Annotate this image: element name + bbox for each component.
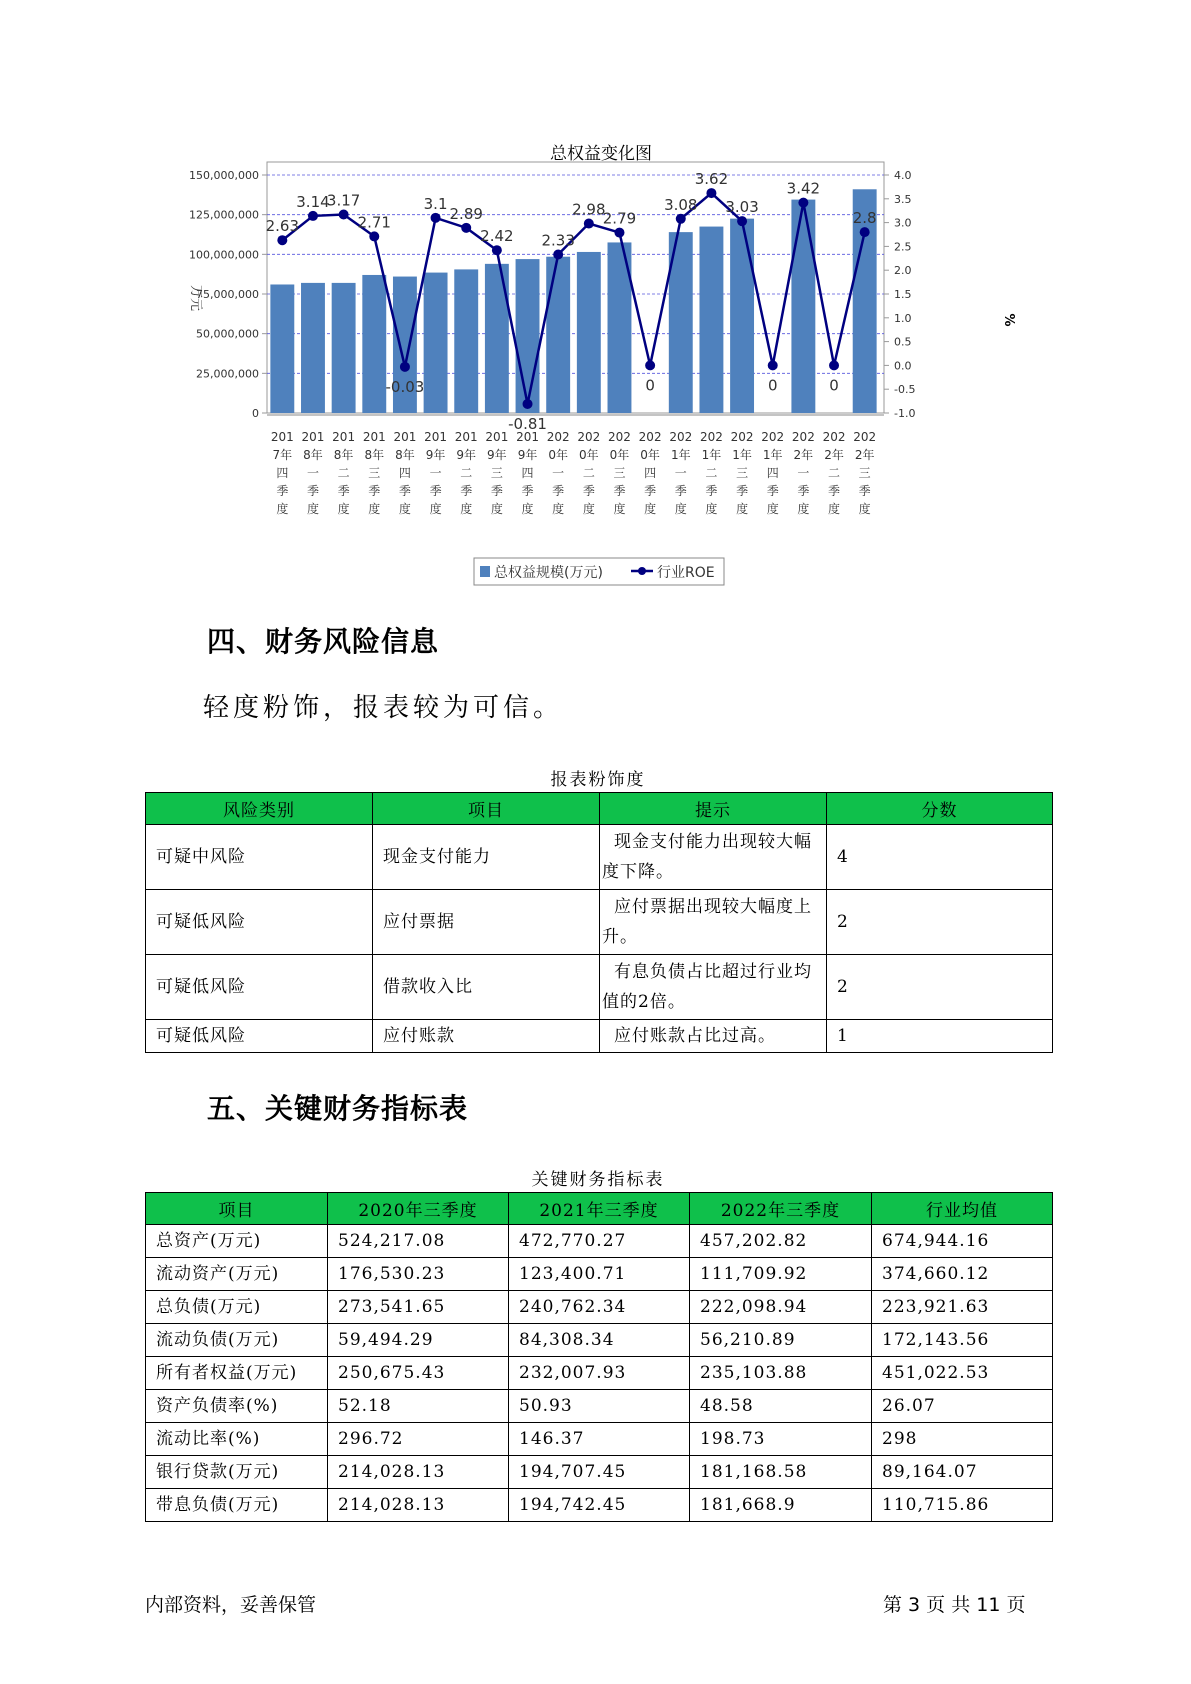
kpi-2022q3: 457,202.82 [690, 1225, 872, 1258]
chart-roe-data-label: 3.14 [296, 192, 330, 211]
kpi-2020q3: 250,675.43 [328, 1357, 509, 1390]
svg-text:2年: 2年 [854, 448, 875, 462]
risk-item: 现金支付能力 [373, 825, 600, 890]
svg-text:季: 季 [582, 484, 595, 498]
chart-x-ticks [271, 430, 876, 516]
legend-bar-label: 总权益规模(万元) [494, 565, 603, 581]
table-row [146, 1258, 1053, 1291]
table-row [146, 825, 1053, 890]
chart-bar [577, 252, 601, 413]
risk-item: 应付票据 [373, 890, 600, 955]
chart-x-tick-label [792, 430, 815, 516]
kpi-2020q3: 296.72 [328, 1423, 509, 1456]
chart-roe-point [553, 249, 563, 259]
table-header-cell: 风险类别 [146, 793, 373, 825]
kpi-2021q3: 194,707.45 [509, 1456, 690, 1489]
kpi-2020q3: 176,530.23 [328, 1258, 509, 1291]
svg-text:1年: 1年 [670, 448, 691, 462]
chart-roe-data-label: 0 [767, 376, 778, 395]
svg-text:度: 度 [705, 502, 718, 516]
chart-x-tick-label [823, 430, 846, 516]
chart-roe-data-label: 2.89 [449, 204, 483, 223]
svg-text:9年: 9年 [456, 448, 477, 462]
svg-text:度: 度 [736, 502, 749, 516]
svg-text:201: 201 [393, 430, 417, 444]
chart-roe-data-label: 3.03 [725, 198, 759, 217]
chart-x-tick-label [424, 430, 447, 516]
svg-text:0年: 0年 [609, 448, 630, 462]
chart-x-tick-label [731, 430, 754, 516]
svg-text:一: 一 [552, 466, 565, 480]
svg-text:季: 季 [521, 484, 534, 498]
chart-roe-point [461, 223, 471, 233]
svg-text:度: 度 [674, 502, 687, 516]
svg-text:202: 202 [577, 430, 601, 444]
chart-roe-point [676, 214, 686, 224]
chart-ylabel: 万元 [188, 284, 203, 312]
svg-text:度: 度 [858, 502, 871, 516]
svg-text:度: 度 [368, 502, 381, 516]
chart-roe-data-label: 2.42 [480, 227, 514, 246]
chart-y2-tick-label: 3.0 [894, 216, 912, 230]
kpi-2021q3: 123,400.71 [509, 1258, 690, 1291]
footer-page-number: 第 3 页 共 11 页 [883, 1594, 1026, 1616]
svg-text:1年: 1年 [701, 448, 722, 462]
svg-text:二: 二 [828, 466, 841, 480]
kpi-item: 总负债(万元) [146, 1291, 328, 1324]
chart-roe-data-label: 2.98 [572, 200, 606, 219]
chart-y2-tick-label: 4.0 [894, 169, 912, 182]
svg-text:201: 201 [424, 430, 448, 444]
chart-y2-tick-label: 1.5 [894, 288, 912, 301]
svg-text:四: 四 [521, 466, 534, 480]
chart-y2-tick-label: -0.5 [894, 383, 916, 397]
svg-text:202: 202 [608, 430, 631, 444]
risk-hint: 有息负债占比超过行业均值的2倍。 [600, 955, 827, 1020]
chart-roe-point [829, 360, 839, 370]
table-header-cell: 行业均值 [872, 1193, 1053, 1225]
kpi-item: 资产负债率(%) [146, 1390, 328, 1423]
svg-text:二: 二 [705, 466, 718, 480]
svg-text:四: 四 [644, 466, 657, 480]
chart-bar [454, 269, 478, 413]
svg-text:季: 季 [858, 484, 871, 498]
chart-x-tick-label [485, 430, 508, 516]
svg-text:202: 202 [822, 430, 846, 444]
svg-text:度: 度 [337, 502, 350, 516]
chart-x-tick-label [393, 430, 416, 516]
svg-text:三: 三 [368, 466, 381, 480]
svg-text:202: 202 [669, 430, 693, 444]
svg-text:季: 季 [674, 484, 687, 498]
risk-item: 借款收入比 [373, 955, 600, 1020]
kpi-2022q3: 56,210.89 [690, 1324, 872, 1357]
table-header-cell: 项目 [373, 793, 600, 825]
kpi-2020q3: 273,541.65 [328, 1291, 509, 1324]
chart-roe-data-label: 3.08 [664, 195, 698, 214]
chart-roe-data-label: 2.8 [852, 209, 877, 228]
table-row [146, 1423, 1053, 1456]
svg-text:202: 202 [546, 430, 570, 444]
svg-text:季: 季 [736, 484, 749, 498]
chart-x-tick-label [577, 430, 600, 516]
svg-text:二: 二 [460, 466, 473, 480]
chart-bar [791, 200, 815, 413]
chart-roe-data-label: -0.81 [508, 414, 547, 433]
table-row [146, 1225, 1053, 1258]
chart-roe-point [706, 188, 716, 198]
table-header-cell: 2022年三季度 [690, 1193, 872, 1225]
section-heading-financial-risk: 四、财务风险信息 [207, 625, 440, 658]
legend-line-marker [638, 567, 646, 575]
svg-text:202: 202 [853, 430, 877, 444]
kpi-table [145, 1192, 1053, 1522]
chart-x-tick-label [639, 430, 662, 516]
table-row [146, 1390, 1053, 1423]
kpi-item: 流动比率(%) [146, 1423, 328, 1456]
chart-roe-point [768, 360, 778, 370]
kpi-2021q3: 472,770.27 [509, 1225, 690, 1258]
chart-x-tick-label [669, 430, 692, 516]
table-header-row [146, 793, 1053, 825]
kpi-industry-avg: 374,660.12 [872, 1258, 1053, 1291]
svg-text:四: 四 [276, 466, 289, 480]
legend-line-label: 行业ROE [657, 565, 715, 581]
table-header-cell: 项目 [146, 1193, 328, 1225]
chart-y2label: % [1001, 313, 1016, 327]
svg-text:8年: 8年 [333, 448, 354, 462]
chart-roe-point [492, 245, 502, 255]
chart-y-tick-label: 0 [252, 407, 259, 420]
svg-text:2年: 2年 [824, 448, 844, 462]
chart-roe-point [645, 360, 655, 370]
svg-text:季: 季 [644, 484, 657, 498]
svg-text:201: 201 [485, 430, 509, 444]
kpi-2022q3: 181,168.58 [690, 1456, 872, 1489]
kpi-2021q3: 84,308.34 [509, 1324, 690, 1357]
svg-text:度: 度 [276, 502, 289, 516]
risk-table [145, 792, 1053, 1053]
table-row [146, 1357, 1053, 1390]
svg-text:201: 201 [332, 430, 356, 444]
svg-text:季: 季 [276, 484, 289, 498]
chart-roe-data-label: 2.63 [265, 217, 300, 236]
chart-bar [699, 227, 723, 413]
chart-x-tick-label [332, 430, 355, 516]
chart-x-tick-label [761, 430, 784, 516]
table-row [146, 1324, 1053, 1357]
kpi-2021q3: 146.37 [509, 1423, 690, 1456]
svg-text:8年: 8年 [395, 448, 415, 462]
kpi-2022q3: 235,103.88 [690, 1357, 872, 1390]
svg-text:202: 202 [730, 430, 754, 444]
svg-text:度: 度 [582, 502, 595, 516]
chart-roe-data-label: 3.42 [786, 179, 821, 198]
chart-y2-tick-label: 1.0 [894, 311, 912, 325]
kpi-2021q3: 232,007.93 [509, 1357, 690, 1390]
svg-text:201: 201 [301, 430, 325, 444]
risk-item: 应付账款 [373, 1020, 600, 1053]
chart-roe-data-label: 2.71 [357, 213, 391, 232]
kpi-table-caption: 关键财务指标表 [531, 1170, 665, 1190]
table-header-cell: 提示 [600, 793, 827, 825]
svg-text:三: 三 [490, 466, 503, 480]
kpi-2022q3: 222,098.94 [690, 1291, 872, 1324]
table-row [146, 890, 1053, 955]
chart-bar [546, 257, 570, 413]
chart-x-tick-label [363, 430, 386, 516]
svg-text:7年: 7年 [272, 448, 293, 462]
svg-text:度: 度 [797, 502, 810, 516]
kpi-industry-avg: 172,143.56 [872, 1324, 1053, 1357]
chart-y2-tick-label: 0.5 [894, 335, 912, 349]
chart-x-tick-label [516, 430, 539, 516]
table-header-cell: 分数 [827, 793, 1053, 825]
table-row [146, 1489, 1053, 1522]
chart-y-tick-label: 150,000,000 [189, 169, 259, 182]
risk-score: 2 [827, 955, 1053, 1020]
svg-text:季: 季 [398, 484, 411, 498]
svg-text:四: 四 [398, 466, 411, 480]
svg-text:季: 季 [490, 484, 503, 498]
kpi-2020q3: 214,028.13 [328, 1489, 509, 1522]
chart-roe-point [584, 219, 594, 229]
chart-y2-tick-label: 0.0 [894, 359, 912, 373]
svg-text:9年: 9年 [517, 448, 538, 462]
svg-text:201: 201 [270, 430, 294, 444]
svg-text:0年: 0年 [579, 448, 599, 462]
svg-text:度: 度 [828, 502, 841, 516]
table-row [146, 1456, 1053, 1489]
chart-x-tick-label [853, 430, 876, 516]
chart-bar [730, 219, 754, 413]
risk-category: 可疑低风险 [146, 890, 373, 955]
risk-score: 1 [827, 1020, 1053, 1053]
footer-confidential-note: 内部资料，妥善保管 [145, 1594, 317, 1616]
svg-text:季: 季 [306, 484, 319, 498]
table-header-cell: 2020年三季度 [328, 1193, 509, 1225]
kpi-2022q3: 181,668.9 [690, 1489, 872, 1522]
chart-title: 总权益变化图 [550, 144, 652, 164]
risk-score: 2 [827, 890, 1053, 955]
table-row [146, 955, 1053, 1020]
chart-y2-tick-label: 3.5 [894, 192, 912, 206]
risk-category: 可疑中风险 [146, 825, 373, 890]
chart-y2-ticks [894, 169, 915, 420]
kpi-item: 所有者权益(万元) [146, 1357, 328, 1390]
svg-text:9年: 9年 [425, 448, 446, 462]
chart-bar [362, 275, 386, 413]
section-heading-key-indicators: 五、关键财务指标表 [207, 1092, 469, 1125]
svg-text:202: 202 [699, 430, 723, 444]
svg-text:201: 201 [362, 430, 386, 444]
chart-x-tick-label [455, 430, 478, 516]
chart-x-tick-label [547, 430, 570, 516]
svg-text:一: 一 [674, 466, 687, 480]
kpi-industry-avg: 26.07 [872, 1390, 1053, 1423]
chart-y2-tick-label: 2.0 [894, 264, 912, 278]
chart-bar [301, 283, 325, 413]
svg-text:季: 季 [429, 484, 442, 498]
risk-hint: 应付账款占比过高。 [600, 1020, 827, 1053]
svg-text:度: 度 [644, 502, 657, 516]
svg-text:度: 度 [521, 502, 534, 516]
kpi-2022q3: 111,709.92 [690, 1258, 872, 1291]
svg-text:度: 度 [398, 502, 411, 516]
legend-bar-swatch [480, 566, 490, 577]
chart-bar [424, 273, 448, 413]
svg-text:一: 一 [429, 466, 442, 480]
svg-text:季: 季 [368, 484, 381, 498]
svg-text:9年: 9年 [487, 448, 507, 462]
svg-text:度: 度 [306, 502, 319, 516]
svg-text:一: 一 [306, 466, 319, 480]
svg-text:季: 季 [797, 484, 810, 498]
chart-roe-point [339, 210, 349, 220]
kpi-industry-avg: 89,164.07 [872, 1456, 1053, 1489]
chart-y2-tick-label: 2.5 [894, 240, 912, 254]
chart-y-tick-label: 125,000,000 [189, 208, 259, 222]
svg-text:季: 季 [613, 484, 626, 498]
chart-roe-point [277, 235, 287, 245]
svg-text:季: 季 [828, 484, 841, 498]
svg-text:三: 三 [858, 466, 871, 480]
svg-text:度: 度 [766, 502, 779, 516]
svg-text:1年: 1年 [762, 448, 783, 462]
chart-y-tick-label: 100,000,000 [189, 248, 259, 262]
chart-bar [516, 259, 540, 413]
chart-roe-point [523, 399, 533, 409]
svg-text:202: 202 [791, 430, 815, 444]
chart-roe-point [614, 228, 624, 238]
chart-bar [270, 284, 294, 413]
svg-text:8年: 8年 [303, 448, 323, 462]
kpi-2020q3: 52.18 [328, 1390, 509, 1423]
kpi-2021q3: 50.93 [509, 1390, 690, 1423]
chart-roe-data-label: 3.1 [423, 194, 448, 213]
chart-y-tick-label: 75,000,000 [196, 288, 259, 301]
svg-text:三: 三 [613, 466, 626, 480]
svg-text:度: 度 [552, 502, 565, 516]
kpi-item: 银行贷款(万元) [146, 1456, 328, 1489]
svg-text:202: 202 [638, 430, 662, 444]
chart-y2-tick-label: -1.0 [894, 407, 916, 420]
chart-roe-data-label: 0 [645, 376, 655, 395]
chart-roe-point [308, 211, 318, 221]
risk-hint: 应付票据出现较大幅度上升。 [600, 890, 827, 955]
chart-roe-point [431, 213, 441, 223]
chart-y-ticks [189, 169, 259, 420]
svg-text:二: 二 [337, 466, 350, 480]
risk-category: 可疑低风险 [146, 1020, 373, 1053]
svg-text:201: 201 [516, 430, 539, 444]
chart-roe-point [369, 231, 379, 241]
kpi-industry-avg: 110,715.86 [872, 1489, 1053, 1522]
svg-text:2年: 2年 [793, 448, 814, 462]
risk-hint: 现金支付能力出现较大幅度下降。 [600, 825, 827, 890]
chart-x-tick-label [271, 430, 294, 516]
svg-text:201: 201 [454, 430, 478, 444]
kpi-item: 流动负债(万元) [146, 1324, 328, 1357]
svg-text:季: 季 [705, 484, 718, 498]
kpi-item: 流动资产(万元) [146, 1258, 328, 1291]
chart-roe-data-label: 2.79 [602, 209, 637, 228]
kpi-2020q3: 524,217.08 [328, 1225, 509, 1258]
svg-text:一: 一 [797, 466, 810, 480]
kpi-2020q3: 59,494.29 [328, 1324, 509, 1357]
table-row [146, 1020, 1053, 1053]
risk-summary-text: 轻度粉饰，报表较为可信。 [203, 693, 564, 723]
svg-text:0年: 0年 [640, 448, 660, 462]
chart-x-tick-label [302, 430, 325, 516]
chart-roe-line [266, 170, 877, 433]
svg-text:二: 二 [582, 466, 595, 480]
chart-roe-point [860, 227, 870, 237]
kpi-2022q3: 48.58 [690, 1390, 872, 1423]
chart-bar [332, 283, 356, 413]
chart-x-tick-label [700, 430, 723, 516]
svg-text:季: 季 [552, 484, 565, 498]
chart-roe-data-label: 3.62 [694, 170, 729, 189]
chart-roe-data-label: -0.03 [385, 377, 425, 396]
kpi-2021q3: 194,742.45 [509, 1489, 690, 1522]
kpi-2021q3: 240,762.34 [509, 1291, 690, 1324]
table-header-row [146, 1193, 1053, 1225]
kpi-2020q3: 214,028.13 [328, 1456, 509, 1489]
risk-category: 可疑低风险 [146, 955, 373, 1020]
svg-text:202: 202 [761, 430, 785, 444]
svg-text:8年: 8年 [364, 448, 385, 462]
chart-roe-data-label: 2.33 [541, 231, 575, 250]
chart-roe-point [737, 216, 747, 226]
svg-text:季: 季 [766, 484, 779, 498]
svg-text:度: 度 [460, 502, 473, 516]
risk-score: 4 [827, 825, 1053, 890]
svg-text:度: 度 [490, 502, 503, 516]
svg-text:度: 度 [429, 502, 442, 516]
chart-y-tick-label: 25,000,000 [196, 367, 259, 381]
kpi-industry-avg: 223,921.63 [872, 1291, 1053, 1324]
svg-text:三: 三 [736, 466, 749, 480]
chart-roe-point [798, 198, 808, 208]
svg-text:1年: 1年 [732, 448, 752, 462]
chart-x-tick-label [608, 430, 631, 516]
kpi-industry-avg: 298 [872, 1423, 1053, 1456]
svg-text:0年: 0年 [548, 448, 568, 462]
kpi-industry-avg: 451,022.53 [872, 1357, 1053, 1390]
chart-roe-data-label: 0 [829, 376, 839, 395]
svg-text:季: 季 [460, 484, 473, 498]
kpi-item: 带息负债(万元) [146, 1489, 328, 1522]
svg-text:四: 四 [766, 466, 779, 480]
chart-roe-data-label: 3.17 [326, 191, 361, 210]
chart-roe-point [400, 362, 410, 372]
kpi-industry-avg: 674,944.16 [872, 1225, 1053, 1258]
kpi-item: 总资产(万元) [146, 1225, 328, 1258]
chart-legend [474, 558, 724, 585]
kpi-2022q3: 198.73 [690, 1423, 872, 1456]
table-row [146, 1291, 1053, 1324]
svg-text:度: 度 [613, 502, 626, 516]
equity-chart [150, 130, 1016, 590]
svg-text:季: 季 [337, 484, 350, 498]
risk-table-caption: 报表粉饰度 [550, 770, 646, 790]
chart-y-tick-label: 50,000,000 [196, 327, 259, 341]
table-header-cell: 2021年三季度 [509, 1193, 690, 1225]
